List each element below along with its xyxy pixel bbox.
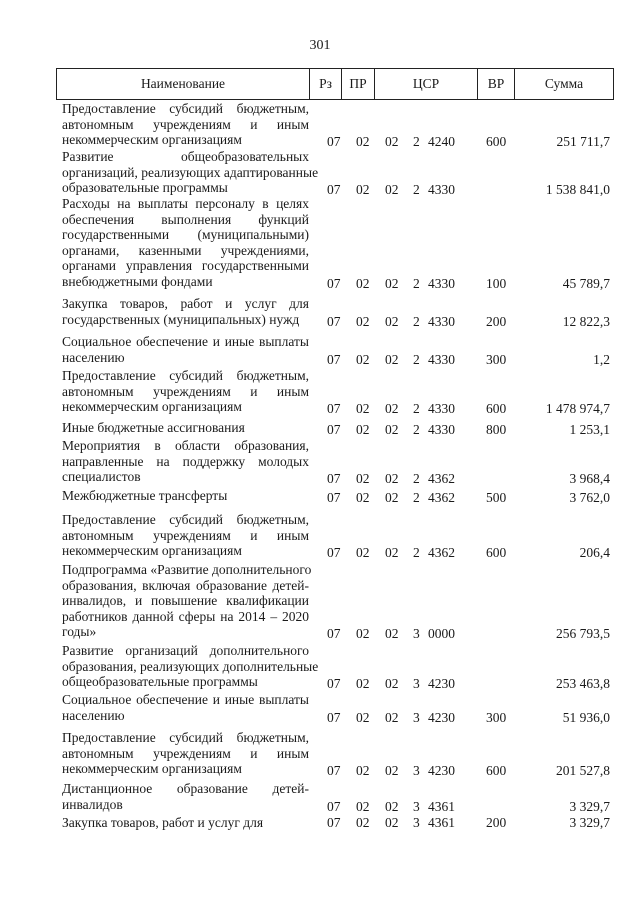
- header-sum: Сумма: [544, 76, 584, 91]
- row-pr: 02: [356, 798, 370, 814]
- row-sum: 251 711,7: [556, 134, 610, 149]
- row-rz: 07: [327, 626, 341, 641]
- row-vr: 100: [486, 275, 507, 291]
- row-vr: 200: [486, 815, 507, 830]
- row-name: [62, 334, 309, 365]
- header-pr: ПР: [349, 76, 367, 91]
- row-name-line: некоммерческим организациям: [62, 399, 242, 414]
- row-csr-3: 4361: [428, 798, 455, 814]
- row-csr-3: 4362: [428, 490, 455, 505]
- row-vr: 600: [486, 545, 507, 560]
- row-name: [62, 101, 309, 148]
- row-csr-3: 4230: [428, 676, 455, 691]
- row-sum: 206,4: [579, 545, 610, 560]
- row-csr-2: 3: [413, 709, 420, 725]
- row-name-line: автономным учреждениям и иным: [62, 527, 309, 543]
- row-name: [62, 488, 309, 504]
- row-vr: 500: [486, 490, 507, 505]
- row-name-line: Предоставление субсидий бюджетным,: [62, 101, 309, 116]
- row-rz: 07: [327, 545, 341, 560]
- row-vr: 600: [486, 134, 507, 149]
- row-name-line: органами управления государственными: [62, 258, 309, 273]
- row-name-line: Развитие общеобразовательных: [62, 149, 309, 164]
- row-sum: 1,2: [593, 351, 610, 367]
- row-vr: 800: [486, 422, 507, 437]
- row-csr-1: 02: [385, 815, 399, 830]
- row-name-line: Иные бюджетные ассигнования: [62, 420, 245, 435]
- row-pr: 02: [356, 676, 370, 691]
- row-sum: 256 793,5: [556, 626, 610, 641]
- row-csr-1: 02: [385, 545, 399, 560]
- row-vr: 300: [486, 709, 507, 725]
- row-csr-2: 2: [413, 490, 420, 505]
- row-csr-3: 0000: [428, 626, 455, 641]
- row-csr-2: 2: [413, 275, 420, 291]
- row-csr-1: 02: [385, 709, 399, 725]
- row-csr-1: 02: [385, 134, 399, 149]
- row-name-line: Подпрограмма «Развитие дополнительного: [62, 562, 312, 577]
- row-csr-3: 4330: [428, 275, 455, 291]
- row-name: [62, 296, 309, 327]
- row-name-line: Предоставление субсидий бюджетным,: [62, 512, 309, 527]
- row-rz: 07: [327, 275, 341, 291]
- row-name-line: населению: [62, 707, 125, 723]
- row-rz: 07: [327, 471, 341, 486]
- row-pr: 02: [356, 471, 370, 486]
- row-csr-3: 4330: [428, 182, 455, 197]
- row-rz: 07: [327, 422, 341, 437]
- row-name-line: автономным учреждениям и иным: [62, 383, 309, 399]
- row-name-line: образовательные программы: [62, 180, 228, 195]
- row-name-line: автономным учреждениям и иным: [62, 745, 309, 761]
- row-sum: 1 253,1: [569, 422, 610, 437]
- row-csr-2: 3: [413, 676, 420, 691]
- row-pr: 02: [356, 182, 370, 197]
- row-name-line: Предоставление субсидий бюджетным,: [62, 730, 309, 745]
- row-pr: 02: [356, 763, 370, 778]
- row-name-line: организаций, реализующих адаптированные: [62, 164, 319, 180]
- row-name-line: Закупка товаров, работ и услуг для: [62, 815, 264, 830]
- row-name-line: Дистанционное образование детей-: [62, 781, 309, 796]
- row-csr-1: 02: [385, 490, 399, 505]
- row-name-line: образования, включая образование детей-: [62, 577, 309, 593]
- header-name: Наименование: [140, 76, 226, 91]
- row-rz: 07: [327, 134, 341, 149]
- row-pr: 02: [356, 626, 370, 641]
- row-csr-3: 4362: [428, 471, 455, 486]
- row-rz: 07: [327, 182, 341, 197]
- row-csr-1: 02: [385, 422, 399, 437]
- row-name-line: направленные на поддержку молодых: [62, 453, 309, 469]
- row-name: [62, 692, 309, 723]
- row-csr-2: 2: [413, 313, 420, 329]
- row-csr-2: 2: [413, 401, 420, 416]
- row-csr-3: 4330: [428, 401, 455, 416]
- row-name-line: инвалидов, и повышение квалификации: [62, 593, 309, 608]
- row-pr: 02: [356, 545, 370, 560]
- row-pr: 02: [356, 422, 370, 437]
- row-rz: 07: [327, 313, 341, 329]
- row-name-line: инвалидов: [62, 796, 123, 812]
- header-rz: Рз: [319, 76, 332, 91]
- row-name-line: населению: [62, 349, 125, 365]
- page-number: 301: [309, 38, 331, 53]
- row-name-line: Предоставление субсидий бюджетным,: [62, 368, 309, 383]
- row-csr-1: 02: [385, 313, 399, 329]
- row-sum: 3 329,7: [569, 798, 610, 814]
- row-name: [62, 438, 309, 485]
- row-rz: 07: [327, 351, 341, 367]
- row-name: [62, 562, 312, 640]
- row-name-line: общеобразовательные программы: [62, 674, 258, 689]
- row-vr: 200: [486, 313, 507, 329]
- row-sum: 1 478 974,7: [545, 401, 610, 416]
- row-name: [62, 368, 309, 415]
- row-csr-2: 2: [413, 134, 420, 149]
- row-csr-2: 2: [413, 351, 420, 367]
- row-pr: 02: [356, 275, 370, 291]
- row-name: [62, 781, 309, 812]
- row-sum: 45 789,7: [562, 275, 610, 291]
- row-csr-3: 4230: [428, 763, 455, 778]
- row-name: [62, 730, 309, 777]
- row-sum: 253 463,8: [556, 676, 610, 691]
- row-sum: 12 822,3: [562, 313, 610, 329]
- row-name-line: Межбюджетные трансферты: [62, 488, 228, 503]
- row-csr-1: 02: [385, 798, 399, 814]
- header-vr: ВР: [487, 76, 505, 91]
- row-name-line: Мероприятия в области образования,: [62, 438, 309, 453]
- row-csr-2: 3: [413, 798, 420, 814]
- row-rz: 07: [327, 676, 341, 691]
- row-sum: 3 968,4: [569, 471, 610, 486]
- row-csr-2: 2: [413, 471, 420, 486]
- row-csr-3: 4361: [428, 815, 455, 830]
- row-csr-1: 02: [385, 763, 399, 778]
- row-name-line: годы»: [62, 624, 97, 639]
- row-vr: 300: [486, 351, 507, 367]
- row-name: [62, 643, 319, 690]
- row-sum: 3 762,0: [569, 490, 610, 505]
- row-name-line: Закупка товаров, работ и услуг для: [62, 296, 309, 311]
- row-sum: 51 936,0: [562, 709, 610, 725]
- row-rz: 07: [327, 709, 341, 725]
- row-csr-1: 02: [385, 351, 399, 367]
- row-name-line: специалистов: [62, 469, 141, 484]
- row-name-line: государственными (муниципальными): [62, 227, 309, 242]
- row-csr-3: 4330: [428, 313, 455, 329]
- row-rz: 07: [327, 763, 341, 778]
- row-rz: 07: [327, 401, 341, 416]
- row-csr-1: 02: [385, 471, 399, 486]
- row-name: [62, 149, 319, 196]
- row-name: [62, 420, 309, 436]
- row-name-line: Развитие организаций дополнительного: [62, 643, 309, 658]
- row-csr-1: 02: [385, 275, 399, 291]
- row-pr: 02: [356, 313, 370, 329]
- row-csr-3: 4362: [428, 545, 455, 560]
- row-rz: 07: [327, 815, 341, 830]
- row-csr-2: 2: [413, 182, 420, 197]
- row-sum: 1 538 841,0: [545, 182, 610, 197]
- row-name-line: внебюджетными фондами: [62, 273, 213, 289]
- row-csr-3: 4230: [428, 709, 455, 725]
- row-pr: 02: [356, 490, 370, 505]
- row-name-line: образования, реализующих дополнительные: [62, 658, 319, 674]
- table-header: [56, 68, 614, 100]
- row-csr-1: 02: [385, 401, 399, 416]
- row-name-line: некоммерческим организациям: [62, 543, 242, 558]
- row-rz: 07: [327, 490, 341, 505]
- row-name: [62, 512, 309, 559]
- header-csr: ЦСР: [412, 76, 440, 91]
- row-csr-3: 4330: [428, 351, 455, 367]
- row-name-line: Расходы на выплаты персоналу в целях: [62, 196, 309, 211]
- row-name-line: некоммерческим организациям: [62, 761, 242, 776]
- row-pr: 02: [356, 134, 370, 149]
- row-name-line: обеспечения выполнения функций: [62, 211, 309, 227]
- row-name: [62, 815, 309, 831]
- row-csr-2: 3: [413, 763, 420, 778]
- row-sum: 3 329,7: [569, 815, 610, 830]
- row-name-line: Социальное обеспечение и иные выплаты: [62, 334, 309, 349]
- row-pr: 02: [356, 351, 370, 367]
- row-csr-1: 02: [385, 676, 399, 691]
- row-csr-3: 4240: [428, 134, 455, 149]
- row-sum: 201 527,8: [556, 763, 610, 778]
- row-name-line: органами, казенными учреждениями,: [62, 242, 309, 258]
- row-pr: 02: [356, 709, 370, 725]
- row-csr-1: 02: [385, 182, 399, 197]
- row-name-line: автономным учреждениям и иным: [62, 116, 309, 132]
- row-name-line: Социальное обеспечение и иные выплаты: [62, 692, 309, 707]
- row-csr-2: 3: [413, 626, 420, 641]
- row-csr-2: 3: [413, 815, 420, 830]
- row-name-line: государственных (муниципальных) нужд: [62, 311, 300, 327]
- row-name-line: работников данной сферы на 2014 – 2020: [62, 608, 309, 624]
- row-pr: 02: [356, 401, 370, 416]
- row-rz: 07: [327, 798, 341, 814]
- row-vr: 600: [486, 763, 507, 778]
- row-csr-3: 4330: [428, 422, 455, 437]
- row-pr: 02: [356, 815, 370, 830]
- row-vr: 600: [486, 401, 507, 416]
- row-csr-1: 02: [385, 626, 399, 641]
- row-csr-2: 2: [413, 422, 420, 437]
- row-name: [62, 196, 309, 289]
- row-csr-2: 2: [413, 545, 420, 560]
- row-name-line: некоммерческим организациям: [62, 132, 242, 147]
